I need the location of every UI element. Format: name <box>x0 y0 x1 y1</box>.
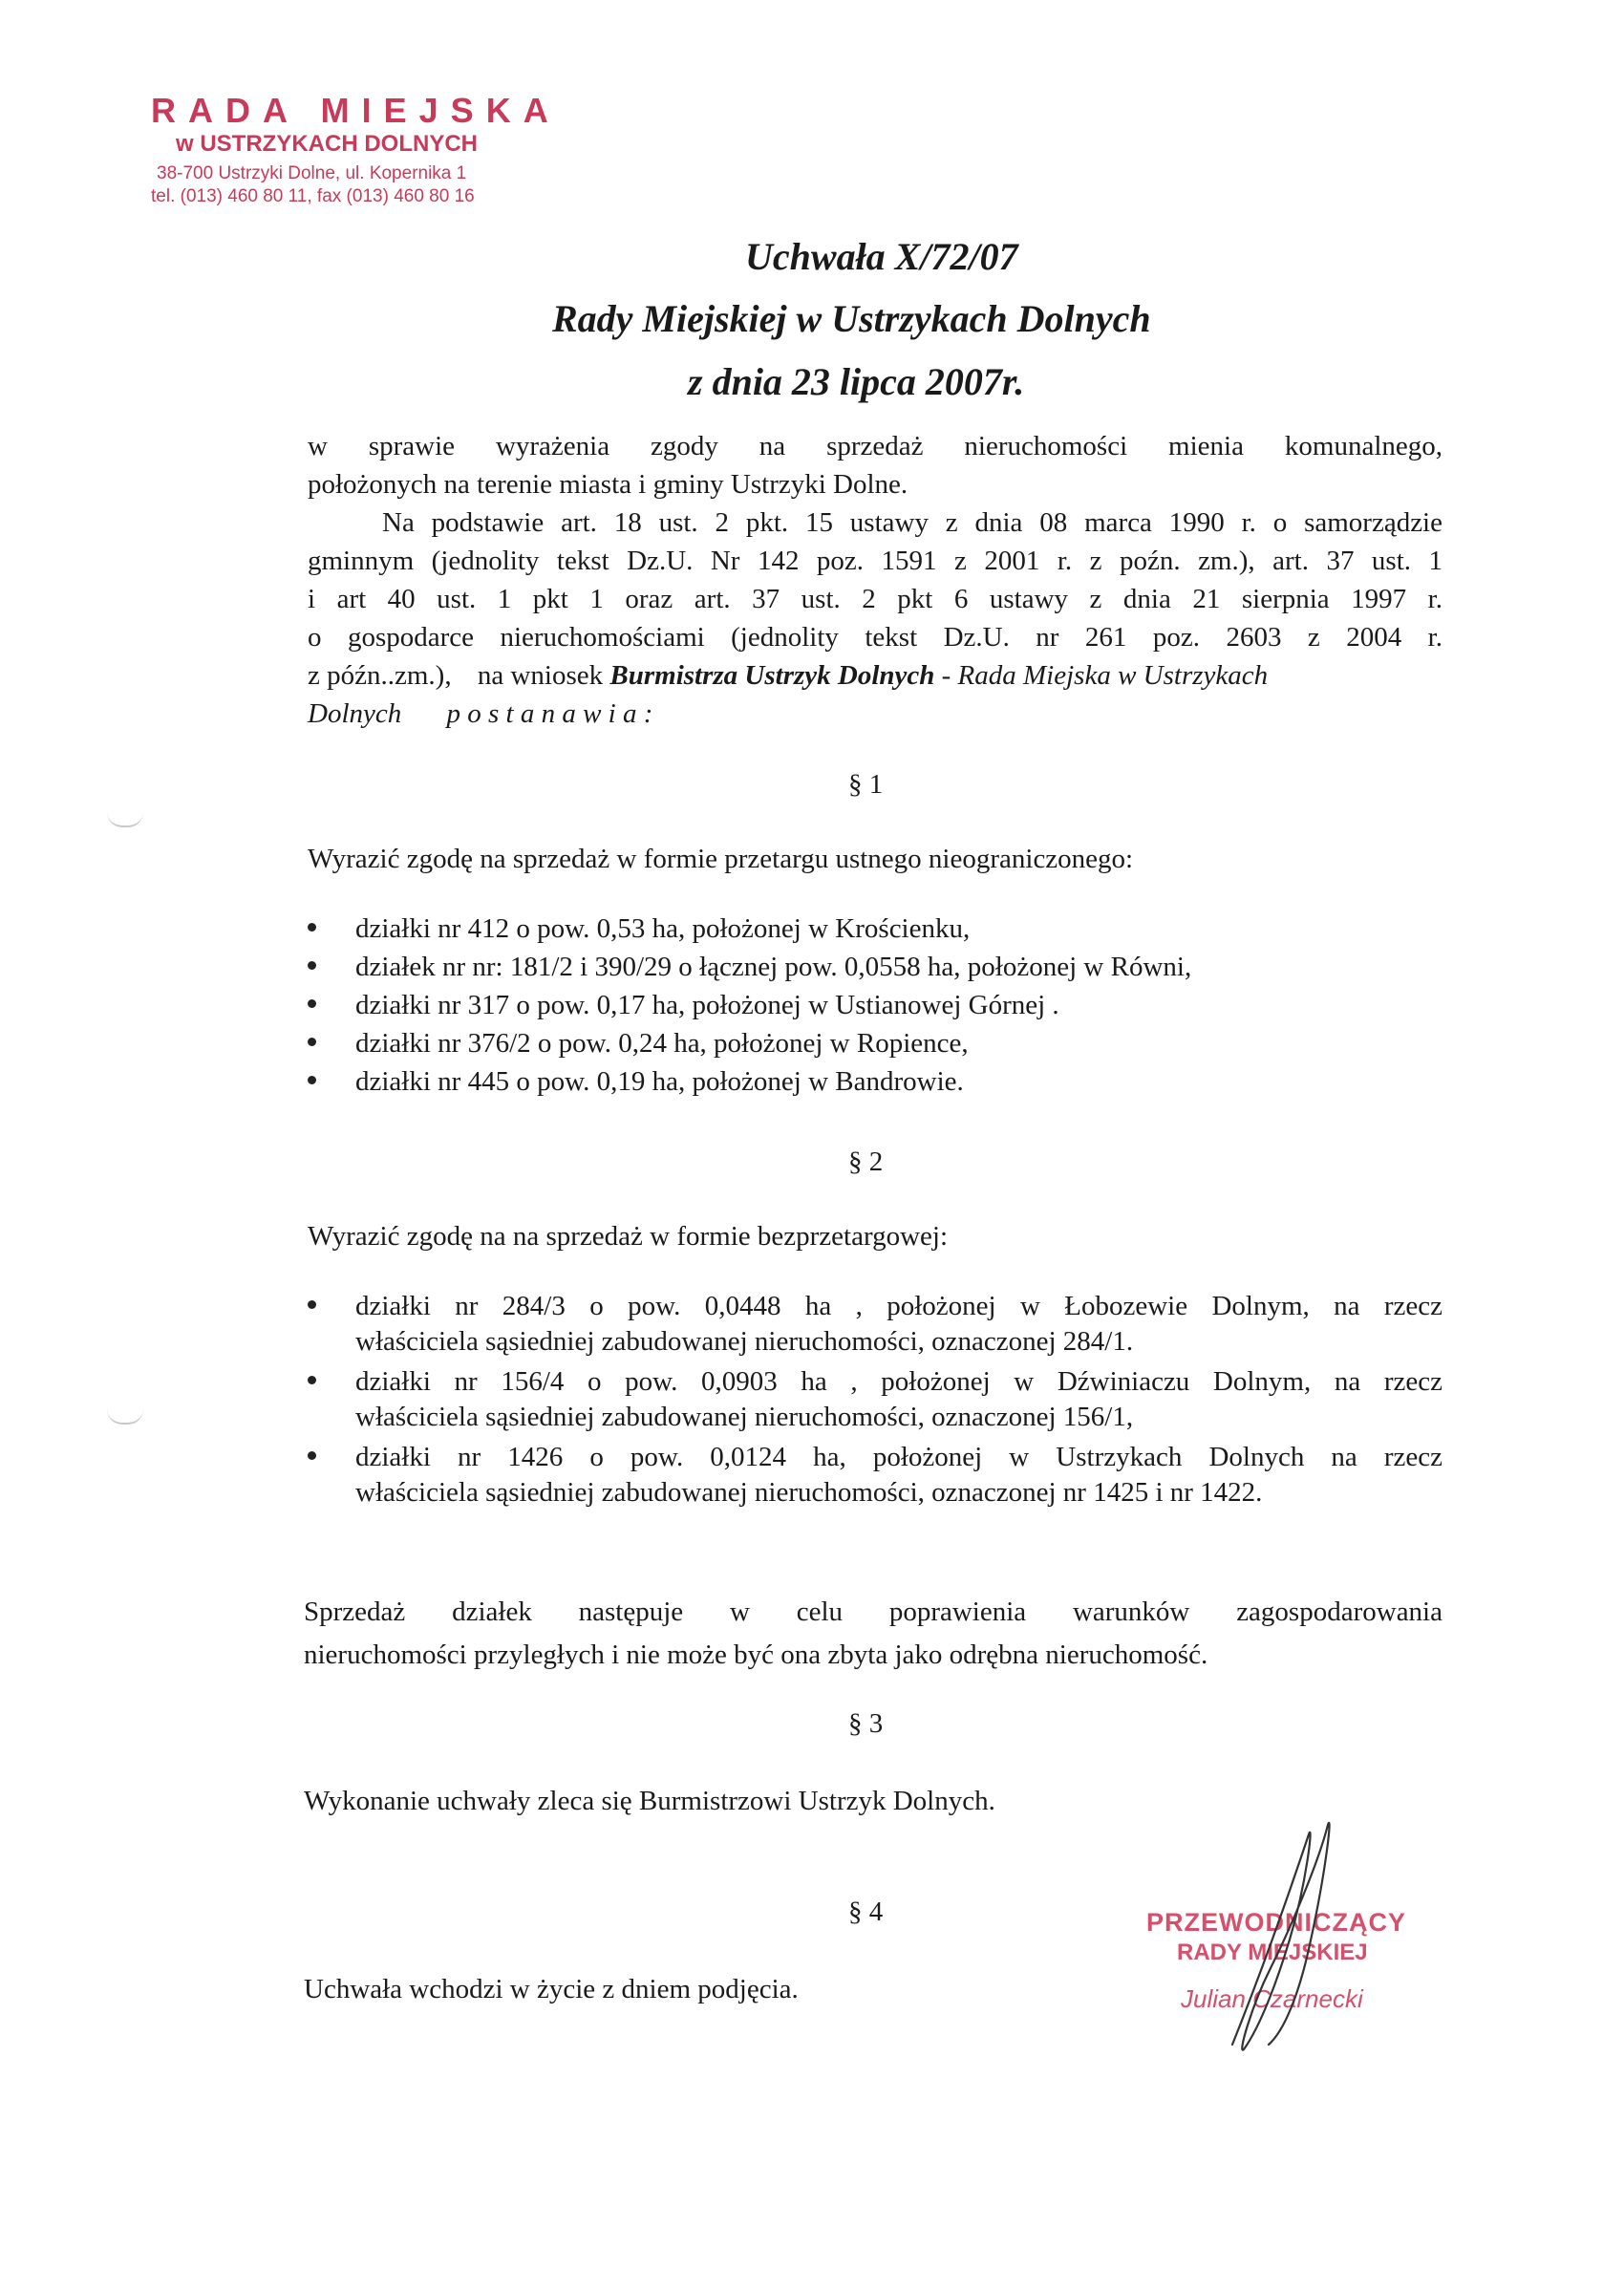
bullet-icon <box>308 1038 316 1046</box>
bullet-icon <box>308 999 316 1008</box>
bullet-icon <box>308 923 316 932</box>
section-2-intro: Wyrazić zgodę na na sprzedaż w formie bezprzetargowej: <box>308 1221 949 1252</box>
subject-line: w sprawie wyrażenia zgody na sprzedaż nieruchomości mienia komunalnego, <box>308 431 1442 461</box>
bullet-icon <box>308 1376 316 1384</box>
subject-line: położonych na terenie miasta i gminy Ustrzyki Dolne. <box>308 469 908 500</box>
list-item: działek nr nr: 181/2 i 390/29 o łącznej pow. 0,0558 ha, położonej w Równi, <box>355 952 1192 982</box>
legal-basis-line <box>308 696 652 732</box>
list-item-line: właściciela sąsiedniej zabudowanej nieruchomości, oznaczonej 156/1, <box>355 1402 1134 1432</box>
list-item: działki nr 317 o pow. 0,17 ha, położonej w Ustianowej Górnej . <box>355 990 1059 1020</box>
punch-hole-mark <box>107 1409 143 1425</box>
bullet-icon <box>308 1300 316 1309</box>
legal-basis-line <box>308 657 1268 694</box>
section-1-mark: § 1 <box>848 769 884 800</box>
letterhead-council-name: RADA MIEJSKA <box>151 91 561 130</box>
bullet-icon <box>308 1076 316 1084</box>
resolution-number: Uchwała X/72/07 <box>745 235 1018 278</box>
signature-stamp-name: Julian Czarnecki <box>1181 1984 1363 2013</box>
section-3-text: Wykonanie uchwały zleca się Burmistrzowi Ustrzyk Dolnych. <box>304 1786 995 1816</box>
list-item-line: działki nr 284/3 o pow. 0,0448 ha , położonej w Łobozewie Dolnym, na rzecz <box>355 1291 1442 1321</box>
section-2-mark: § 2 <box>848 1146 884 1177</box>
letterhead-address: 38-700 Ustrzyki Dolne, ul. Kopernika 1 <box>157 163 467 183</box>
handwritten-signature <box>1194 1806 1366 2064</box>
resolution-issuer: Rady Miejskiej w Ustrzykach Dolnych <box>552 297 1151 340</box>
legal-basis-fragment: - Rada Miejska w Ustrzykach <box>941 660 1269 691</box>
section-3-mark: § 3 <box>848 1708 884 1739</box>
legal-basis-line: gminnym (jednolity tekst Dz.U. Nr 142 poz. 1591 z 2001 r. z poźn. zm.), art. 37 ust. 1 <box>308 546 1442 576</box>
list-item: działki nr 376/2 o pow. 0,24 ha, położonej w Ropience, <box>355 1028 969 1059</box>
letterhead-city: w USTRZYKACH DOLNYCH <box>176 131 478 157</box>
list-item-line: działki nr 1426 o pow. 0,0124 ha, położonej w Ustrzykach Dolnych na rzecz <box>355 1442 1442 1472</box>
signature-stamp-council: RADY MIEJSKIEJ <box>1177 1939 1368 1965</box>
letterhead-phone: tel. (013) 460 80 11, fax (013) 460 80 16 <box>151 186 475 206</box>
list-item-line: działki nr 156/4 o pow. 0,0903 ha , położonej w Dźwiniaczu Dolnym, na rzecz <box>355 1366 1442 1397</box>
legal-basis-line: o gospodarce nieruchomościami (jednolity tekst Dz.U. nr 261 poz. 2603 z 2004 r. <box>308 622 1442 653</box>
section-4-mark: § 4 <box>848 1897 884 1927</box>
section-4-text: Uchwała wchodzi w życie z dniem podjęcia. <box>304 1974 799 2004</box>
list-item-line: właściciela sąsiedniej zabudowanej nieruchomości, oznaczonej nr 1425 i nr 1422. <box>355 1477 1263 1508</box>
applicant-name: Burmistrza Ustrzyk Dolnych <box>609 660 935 691</box>
section-2-note: Sprzedaż działek następuje w celu poprawienia warunków zagospodarowania <box>304 1597 1442 1627</box>
list-item: działki nr 412 o pow. 0,53 ha, położonej w Krościenku, <box>355 913 971 944</box>
bullet-icon <box>308 1451 316 1460</box>
legal-basis-fragment: na wniosek <box>477 660 604 691</box>
resolution-date: z dnia 23 lipca 2007r. <box>688 360 1025 403</box>
decides-word: p o s t a n a w i a : <box>446 698 653 729</box>
section-1-intro: Wyrazić zgodę na sprzedaż w formie przetargu ustnego nieograniczonego: <box>308 844 1134 874</box>
bullet-icon <box>308 961 316 970</box>
punch-hole-mark <box>107 812 143 827</box>
legal-basis-fragment: z późn..zm.), <box>308 660 452 691</box>
list-item: działki nr 445 o pow. 0,19 ha, położonej w Bandrowie. <box>355 1066 964 1097</box>
letterhead-stamp <box>151 91 561 207</box>
list-item-line: właściciela sąsiedniej zabudowanej nieruchomości, oznaczonej 284/1. <box>355 1326 1134 1357</box>
legal-basis-line: Na podstawie art. 18 ust. 2 pkt. 15 ustawy z dnia 08 marca 1990 r. o samorządzie <box>382 507 1442 538</box>
signature-stamp-title: PRZEWODNICZĄCY <box>1146 1908 1406 1937</box>
section-2-note: nieruchomości przyległych i nie może być ona zbyta jako odrębna nieruchomość. <box>304 1639 1208 1670</box>
legal-basis-fragment: Dolnych <box>308 698 402 729</box>
legal-basis-line: i art 40 ust. 1 pkt 1 oraz art. 37 ust. 2 pkt 6 ustawy z dnia 21 sierpnia 1997 r. <box>308 584 1442 614</box>
